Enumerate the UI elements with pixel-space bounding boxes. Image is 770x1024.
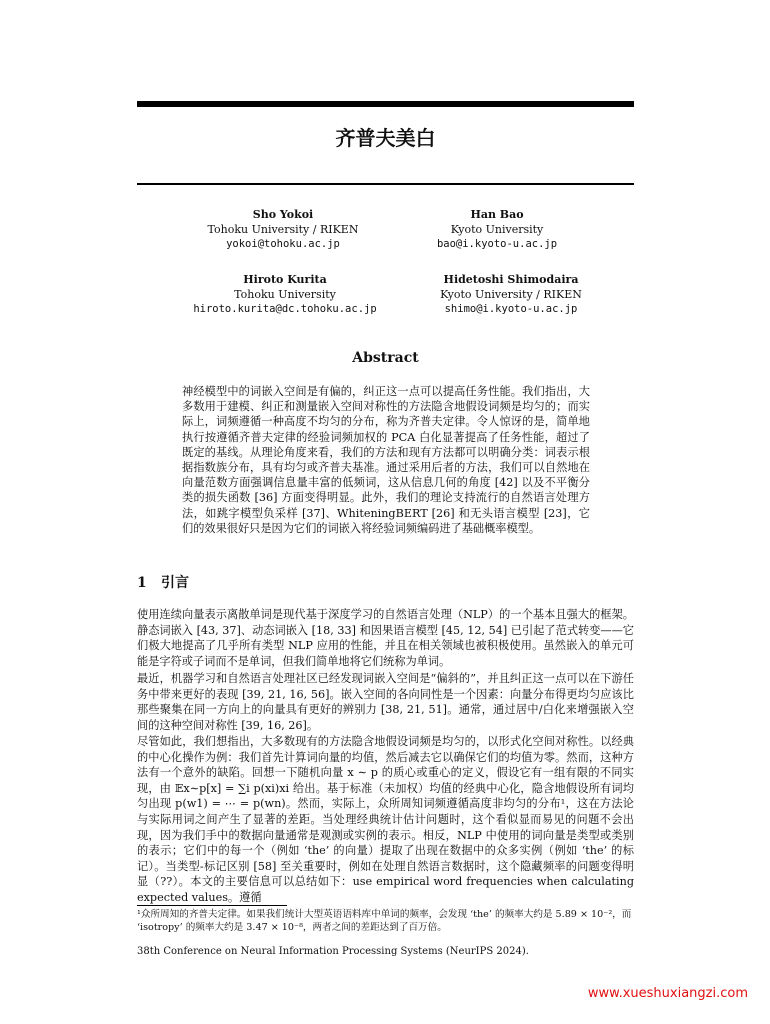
- section-number: 1: [137, 575, 147, 591]
- author-affiliation: Tohoku University: [234, 288, 336, 301]
- author-email[interactable]: shimo@i.kyoto-u.ac.jp: [444, 303, 578, 315]
- author-name: Han Bao: [470, 208, 524, 221]
- body-paragraph: 最近，机器学习和自然语言处理社区已经发现词嵌入空间是“偏斜的”，并且纠正这一点可以在下游任务中带来更好的表现 [39, 21, 16, 56]。嵌入空间的各向同性是一个因素：向量分布得更均匀应该比那些聚集在同一方向上的向量具有更好的辨别力 [38, 21, 51]。通常，通过居中/白化来增强嵌入空间的这种空间对称性 [39, 16, 26]。: [137, 672, 634, 732]
- author-block: [386, 272, 636, 317]
- watermark-link[interactable]: www.xueshuxiangzi.com: [587, 986, 748, 1001]
- section-title: 引言: [161, 575, 189, 591]
- abstract-heading: Abstract: [352, 350, 419, 366]
- title-rule-bottom: [137, 183, 634, 185]
- body-paragraph: 尽管如此，我们想指出，大多数现有的方法隐含地假设词频是均匀的，以形式化空间对称性。以经典的中心化操作为例：我们首先计算词向量的均值，然后减去它以确保它们的均值为零。然而，这种方法有一个意外的缺陷。回想一下随机向量 x ∼ p 的质心或重心的定义，假设它有一组有限的不同实现，由 𝔼x∼p[x] = ∑i p(xi)xi 给出。基于标准（未加权）均值的经典中心化，隐含地假设所有词均匀出现 p(w1) = ⋯ = p(wn)。然而，实际上，众所周知词频遵循高度非均匀的分布¹，这在方法论与实际用词之间产生了显著的差距。当处理经典统计估计问题时，这个看似显而易见的问题不会出现，因为我们手中的数据向量通常是观测或实例的表示。相反，NLP 中使用的词向量是类型或类别的表示；它们中的每一个（例如 ‘the’ 的向量）提取了出现在数据中的众多实例（例如 ‘the’ 的标记）。当类型-标记区别 [58] 至关重要时，例如在处理自然语言数据时，这个隐藏频率的问题变得明显（??）。本文的主要信息可以总结如下：use empirical word frequencies when calculating expected values。遵循: [137, 735, 634, 904]
- author-block: [160, 272, 410, 317]
- author-block: [158, 207, 408, 252]
- author-affiliation: Kyoto University: [450, 223, 544, 236]
- author-affiliation: Tohoku University / RIKEN: [207, 223, 359, 236]
- section-heading: [137, 572, 189, 592]
- author-email[interactable]: yokoi@tohoku.ac.jp: [226, 238, 340, 250]
- footnote-rule: [137, 905, 287, 906]
- abstract-text: 神经模型中的词嵌入空间是有偏的，纠正这一点可以提高任务性能。我们指出，大多数用于建模、纠正和测量嵌入空间对称性的方法隐含地假设词频是均匀的；而实际上，词频遵循一种高度不均匀的分布，称为齐普夫定律。令人惊讶的是，简单地执行按遵循齐普夫定律的经验词频加权的 PCA 白化显著提高了任务性能，超过了既定的基线。从理论角度来看，我们的方法和现有方法都可以明确分类：词表示根据指数族分布，具有均匀或齐普夫基准。通过采用后者的方法，我们可以自然地在向量范数方面强调信息量丰富的低频词，这从信息几何的角度 [42] 以及不平衡分类的损失函数 [36] 方面变得明显。此外，我们的理论支持流行的自然语言处理方法，如跳字模型负采样 [37]、WhiteningBERT [26] 和无头语言模型 [23]，它们的效果很好只是因为它们的词嵌入将经验词频编码进了基础概率模型。: [182, 385, 590, 535]
- author-name: Hidetoshi Shimodaira: [443, 273, 579, 286]
- author-email[interactable]: hiroto.kurita@dc.tohoku.ac.jp: [193, 303, 377, 315]
- author-affiliation: Kyoto University / RIKEN: [440, 288, 582, 301]
- paper-title: 齐普夫美白: [335, 126, 436, 150]
- title-rule-top: [137, 101, 634, 107]
- author-name: Hiroto Kurita: [243, 273, 327, 286]
- footnote: ¹众所周知的齐普夫定律。如果我们统计大型英语语料库中单词的频率，会发现 ‘the’ 的频率大约是 5.89 × 10⁻²，而 ‘isotropy’ 的频率大约是 3.47 × 10⁻⁸，两者之间的差距达到了百万倍。: [137, 909, 632, 933]
- venue-note: 38th Conference on Neural Information Processing Systems (NeurIPS 2024).: [137, 946, 529, 957]
- body-paragraph: 使用连续向量表示离散单词是现代基于深度学习的自然语言处理（NLP）的一个基本且强大的框架。静态词嵌入 [43, 37]、动态词嵌入 [18, 33] 和因果语言模型 [45, 12, 54] 已引起了范式转变——它们极大地提高了几乎所有类型 NLP 应用的性能，并且在相关领域也被积极使用。虽然嵌入的单元可能是字符或子词而不是单词，但我们简单地将它们统称为单词。: [137, 608, 634, 668]
- author-email[interactable]: bao@i.kyoto-u.ac.jp: [436, 238, 558, 250]
- author-block: [372, 207, 622, 252]
- author-name: Sho Yokoi: [252, 208, 314, 221]
